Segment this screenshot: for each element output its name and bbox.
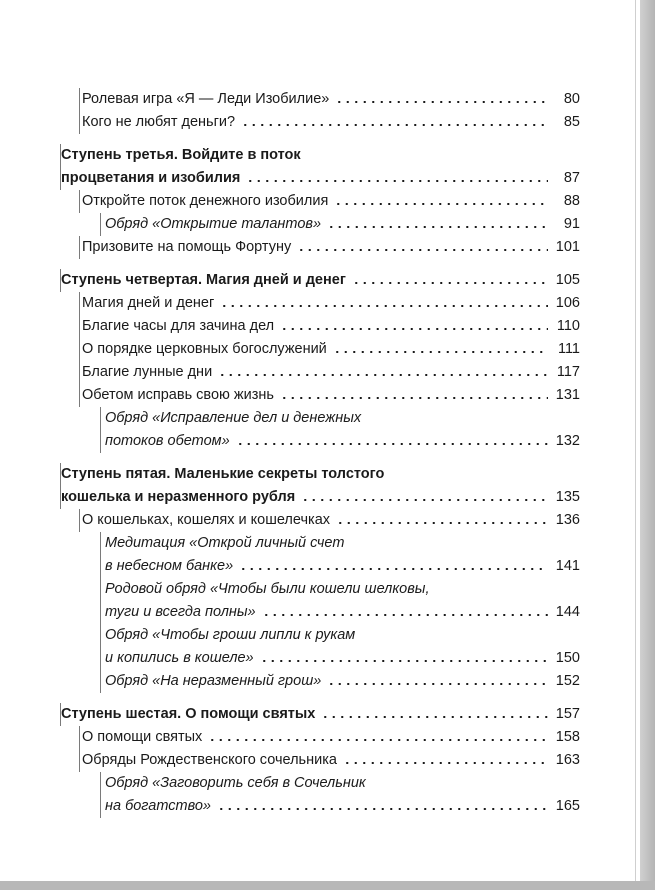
- toc-entry-title: О кошельках, кошелях и кошелечках: [82, 512, 331, 528]
- dot-leader: [262, 612, 548, 618]
- page-number: 165: [555, 798, 580, 814]
- page-number: 150: [555, 650, 580, 666]
- toc-line: [80, 726, 580, 749]
- dot-leader: [236, 441, 548, 447]
- page-number: 117: [556, 364, 580, 380]
- toc-line: [80, 338, 580, 361]
- page-number: 158: [555, 729, 580, 745]
- toc-line: [101, 555, 580, 578]
- page-number: 157: [555, 706, 580, 722]
- toc-entry-title: Обряд «На неразменный грош»: [105, 673, 322, 689]
- toc-line: [80, 190, 580, 213]
- toc-line: [80, 361, 580, 384]
- toc-entry-title: Обетом исправь свою жизнь: [82, 387, 274, 403]
- toc-line: [101, 670, 580, 693]
- toc-entry-title: туги и всегда полны»: [105, 604, 256, 620]
- dot-leader: [246, 178, 548, 184]
- toc-subentry[interactable]: [100, 213, 580, 236]
- toc-chapter[interactable]: [79, 111, 580, 134]
- toc-line: [80, 236, 580, 259]
- toc-entry-title: и копились в кошеле»: [105, 650, 254, 666]
- toc-entry-title: Обряды Рождественского сочельника: [82, 752, 337, 768]
- toc-line: [61, 486, 580, 509]
- toc-section[interactable]: [60, 463, 580, 509]
- toc-entry-title: О порядке церковных богослужений: [82, 341, 327, 357]
- dot-leader: [218, 372, 548, 378]
- page-number: 85: [563, 114, 580, 130]
- section-gap: [60, 259, 580, 269]
- page-number: 106: [555, 295, 580, 311]
- section-gap: [60, 134, 580, 144]
- toc-entry-title: процветания и изобилия: [61, 170, 241, 186]
- toc-subentry[interactable]: [100, 624, 580, 670]
- toc-chapter[interactable]: [79, 315, 580, 338]
- toc-line: [80, 111, 580, 134]
- dot-leader: [208, 737, 548, 743]
- page-number: 141: [555, 558, 580, 574]
- dot-leader: [327, 224, 548, 230]
- toc-subentry[interactable]: [100, 670, 580, 693]
- toc-line: [101, 795, 580, 818]
- dot-leader: [327, 681, 548, 687]
- dot-leader: [333, 349, 548, 355]
- toc-line: [61, 144, 580, 167]
- toc-chapter[interactable]: [79, 190, 580, 213]
- scanner-margin-bottom: [0, 881, 655, 890]
- toc-entry-title: потоков обетом»: [105, 433, 230, 449]
- toc-line: [101, 532, 580, 555]
- page-number: 152: [555, 673, 580, 689]
- toc-section[interactable]: [60, 703, 580, 726]
- page-number: 144: [555, 604, 580, 620]
- toc-entry-title: Кого не любят деньги?: [82, 114, 236, 130]
- toc-entry-title: Откройте поток денежного изобилия: [82, 193, 329, 209]
- dot-leader: [343, 760, 548, 766]
- toc-chapter[interactable]: [79, 236, 580, 259]
- toc-entry-title: Магия дней и денег: [82, 295, 215, 311]
- dot-leader: [239, 566, 548, 572]
- page-number: 132: [555, 433, 580, 449]
- toc-section[interactable]: [60, 269, 580, 292]
- toc-entry-title: Обряд «Чтобы гроши липли к рукам: [105, 627, 356, 643]
- toc-subentry[interactable]: [100, 772, 580, 818]
- toc-chapter[interactable]: [79, 292, 580, 315]
- toc-line: [101, 578, 580, 601]
- toc-entry-title: Обряд «Открытие талантов»: [105, 216, 322, 232]
- dot-leader: [220, 303, 548, 309]
- toc-line: [101, 647, 580, 670]
- toc-line: [61, 167, 580, 190]
- toc-line: [101, 624, 580, 647]
- toc-subentry[interactable]: [100, 407, 580, 453]
- toc-entry-title: на богатство»: [105, 798, 211, 814]
- toc-line: [61, 269, 580, 292]
- page-number: 80: [563, 91, 580, 107]
- dot-leader: [280, 326, 548, 332]
- toc-line: [61, 463, 580, 486]
- page-number: 163: [555, 752, 580, 768]
- toc-chapter[interactable]: [79, 749, 580, 772]
- toc-line: [80, 315, 580, 338]
- toc-line: [61, 703, 580, 726]
- toc-line: [80, 384, 580, 407]
- dot-leader: [352, 280, 548, 286]
- toc-chapter[interactable]: [79, 384, 580, 407]
- dot-leader: [335, 99, 548, 105]
- toc-subentry[interactable]: [100, 532, 580, 578]
- toc-entry-title: Ступень четвертая. Магия дней и денег: [61, 272, 346, 288]
- toc-entry-title: Ролевая игра «Я — Леди Изобилие»: [82, 91, 330, 107]
- dot-leader: [334, 201, 548, 207]
- page-number: 105: [555, 272, 580, 288]
- toc-line: [101, 601, 580, 624]
- toc-line: [80, 509, 580, 532]
- toc-line: [80, 749, 580, 772]
- scanner-margin-right: [640, 0, 655, 890]
- table-of-contents: [60, 88, 580, 818]
- dot-leader: [260, 658, 548, 664]
- dot-leader: [336, 520, 548, 526]
- toc-entry-title: Медитация «Открой личный счет: [105, 535, 345, 551]
- toc-chapter[interactable]: [79, 726, 580, 749]
- toc-chapter[interactable]: [79, 509, 580, 532]
- dot-leader: [301, 497, 548, 503]
- dot-leader: [321, 714, 548, 720]
- page-number: 136: [555, 512, 580, 528]
- dot-leader: [241, 122, 548, 128]
- toc-entry-title: Благие лунные дни: [82, 364, 213, 380]
- toc-entry-title: Ступень шестая. О помощи святых: [61, 706, 316, 722]
- section-gap: [60, 693, 580, 703]
- toc-entry-title: Призовите на помощь Фортуну: [82, 239, 292, 255]
- dot-leader: [297, 247, 548, 253]
- toc-chapter[interactable]: [79, 88, 580, 111]
- page-number: 110: [556, 318, 580, 334]
- page-number: 111: [557, 341, 580, 357]
- toc-entry-title: в небесном банке»: [105, 558, 234, 574]
- toc-chapter[interactable]: [79, 361, 580, 384]
- page-number: 88: [563, 193, 580, 209]
- toc-entry-title: Родовой обряд «Чтобы были кошели шелковы,: [105, 581, 430, 597]
- toc-entry-title: Ступень пятая. Маленькие секреты толстого: [61, 466, 385, 482]
- toc-line: [80, 292, 580, 315]
- toc-subentry[interactable]: [100, 578, 580, 624]
- toc-line: [101, 213, 580, 236]
- page-number: 101: [555, 239, 580, 255]
- page-number: 135: [555, 489, 580, 505]
- toc-entry-title: кошелька и неразменного рубля: [61, 489, 296, 505]
- toc-entry-title: Благие часы для зачина дел: [82, 318, 275, 334]
- toc-entry-title: Ступень третья. Войдите в поток: [61, 147, 301, 163]
- toc-line: [80, 88, 580, 111]
- toc-line: [101, 430, 580, 453]
- toc-entry-title: О помощи святых: [82, 729, 203, 745]
- page-number: 131: [555, 387, 580, 403]
- toc-line: [101, 772, 580, 795]
- dot-leader: [280, 395, 548, 401]
- dot-leader: [217, 806, 548, 812]
- toc-entry-title: Обряд «Исправление дел и денежных: [105, 410, 362, 426]
- page-number: 91: [563, 216, 580, 232]
- section-gap: [60, 453, 580, 463]
- toc-section[interactable]: [60, 144, 580, 190]
- toc-entry-title: Обряд «Заговорить себя в Сочельник: [105, 775, 366, 791]
- toc-chapter[interactable]: [79, 338, 580, 361]
- toc-line: [101, 407, 580, 430]
- page-number: 87: [563, 170, 580, 186]
